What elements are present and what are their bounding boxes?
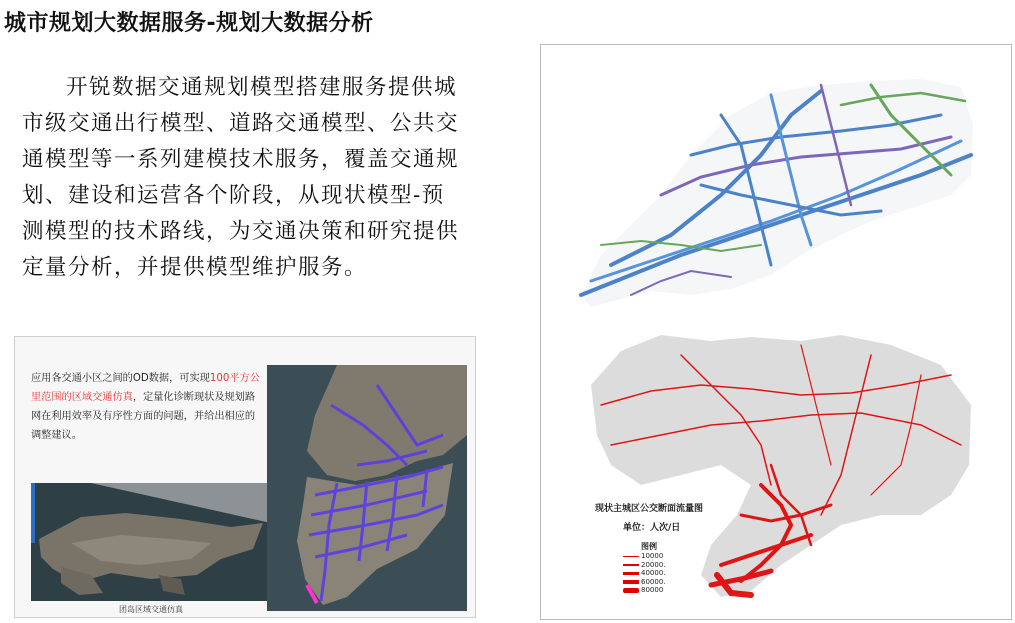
paragraph-line: 开锐数据交通规划模型搭建服务提供城 [66, 75, 458, 100]
simulation-network-image [267, 365, 467, 611]
legend-item: 80000 [595, 586, 703, 595]
page-heading: 城市规划大数据服务-规划大数据分析 [4, 11, 374, 36]
legend-heading: 图例 [641, 542, 657, 551]
legend-item: 60000. [595, 578, 703, 587]
legend-title: 现状主城区公交断面流量图 [595, 504, 704, 514]
paragraph-line: 划、建设和运营各个阶段，从现状模型-预 [22, 183, 445, 208]
satellite-map-small-image [31, 483, 271, 601]
simulation-description-highlight: 100平方公里范围的区域交通仿真 [31, 373, 260, 403]
satellite-map-small [31, 483, 271, 614]
satellite-map-simulation [267, 365, 467, 611]
paragraph-line: 通模型等一系列建模技术服务，覆盖交通规 [22, 147, 460, 172]
legend-item: 10000 [595, 552, 703, 561]
traffic-simulation-panel [14, 336, 476, 618]
intro-paragraph [22, 70, 490, 286]
legend-item: 40000. [595, 569, 703, 578]
simulation-description [31, 369, 265, 445]
legend-unit: 单位：人次/日 [623, 523, 681, 533]
paragraph-line: 测模型的技术路线，为交通决策和研究提供 [22, 219, 460, 244]
simulation-description-text: 应用各交通小区之间的OD数据，可实现 [31, 373, 210, 384]
flow-legend [595, 501, 703, 595]
network-flow-panel [540, 44, 1012, 620]
simulation-caption: 团岛区域交通仿真 [119, 605, 183, 614]
legend-item: 20000. [595, 561, 703, 570]
simulation-description-text-2: ，定量化诊断现状及规划路网在利用效率及有序性方面的问题，并给出相应的调整建议。 [31, 392, 256, 441]
paragraph-line: 市级交通出行模型、道路交通模型、公共交 [22, 111, 460, 136]
paragraph-line: 定量分析，并提供模型维护服务。 [22, 255, 368, 280]
